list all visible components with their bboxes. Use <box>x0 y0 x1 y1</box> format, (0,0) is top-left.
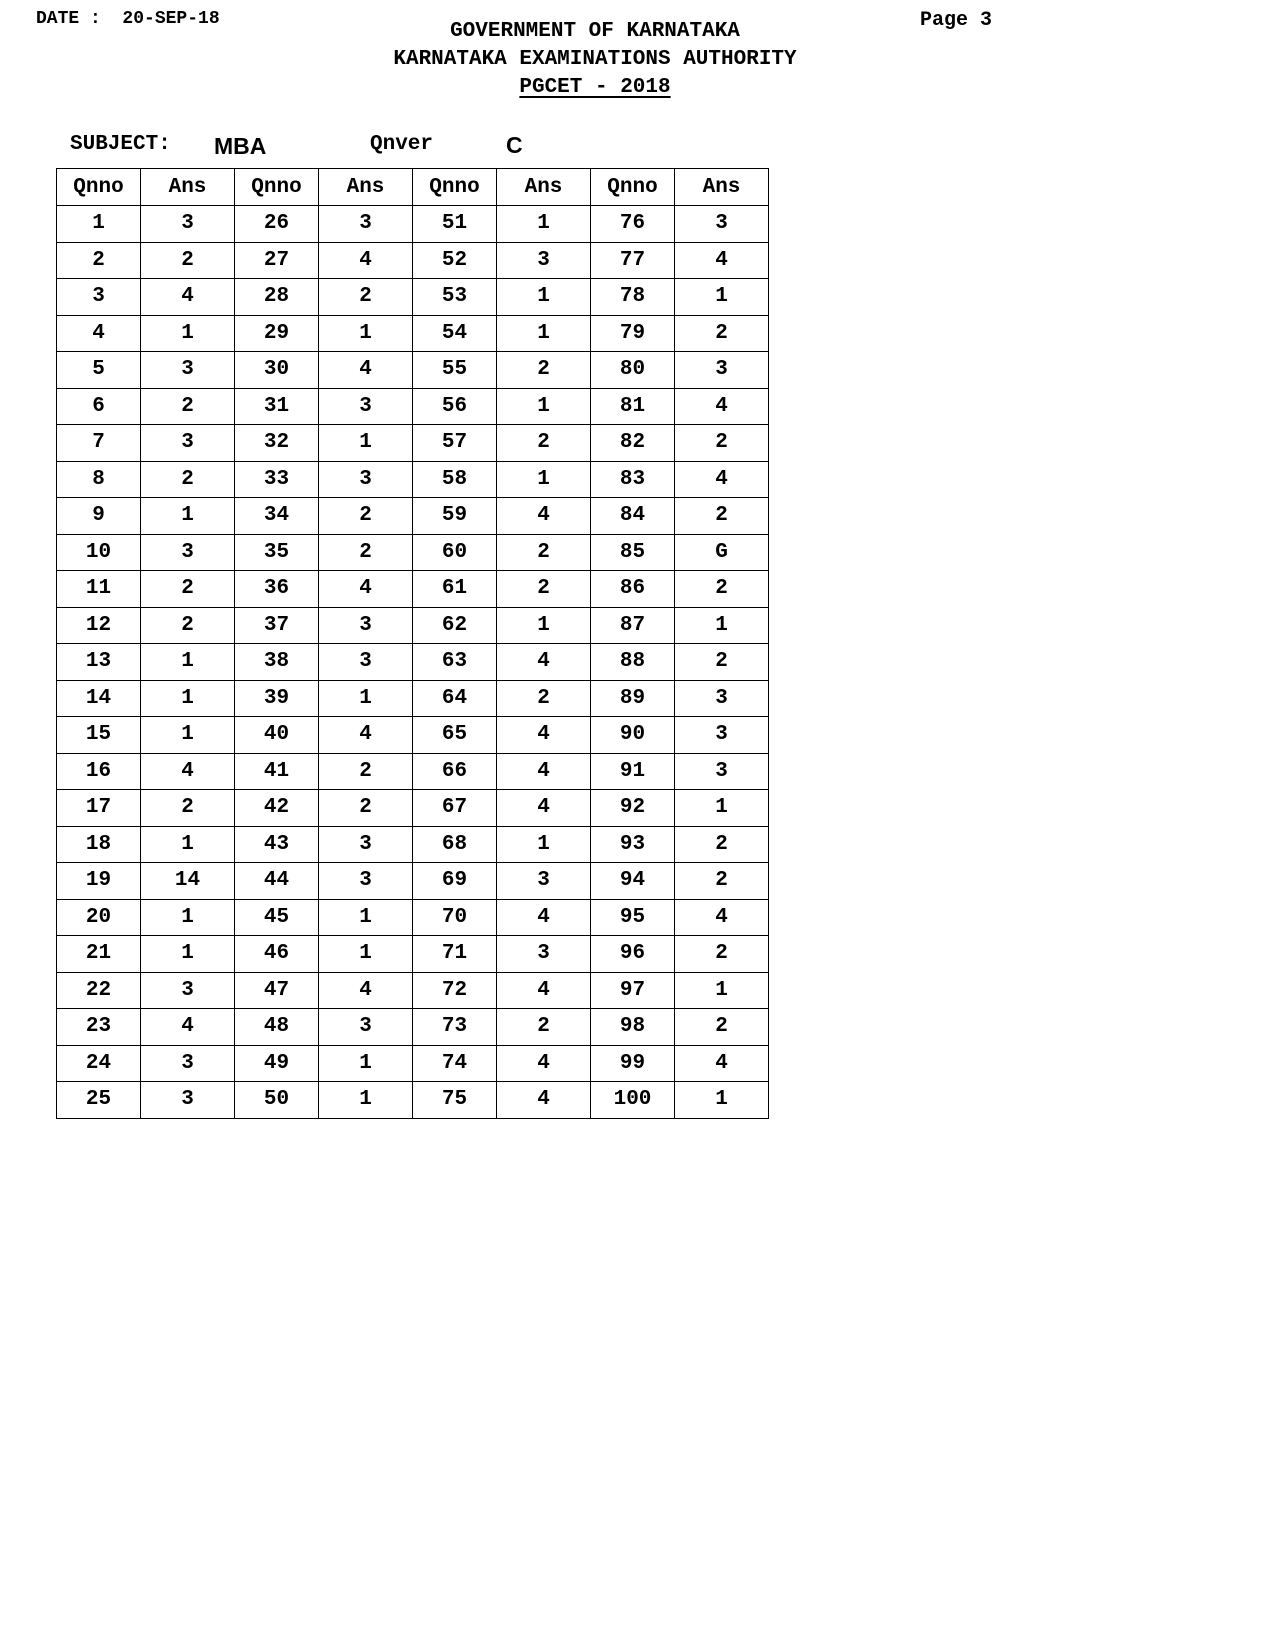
column-header-qnno: Qnno <box>591 169 675 206</box>
question-number-cell: 69 <box>413 863 497 900</box>
answer-cell: 2 <box>141 571 235 608</box>
answer-cell: G <box>675 534 769 571</box>
answer-cell: 1 <box>675 972 769 1009</box>
question-number-cell: 22 <box>57 972 141 1009</box>
answer-cell: 4 <box>497 790 591 827</box>
question-number-cell: 78 <box>591 279 675 316</box>
column-header-qnno: Qnno <box>235 169 319 206</box>
question-number-cell: 33 <box>235 461 319 498</box>
question-number-cell: 61 <box>413 571 497 608</box>
table-row <box>57 717 769 754</box>
date-label: DATE : <box>36 9 101 29</box>
question-number-cell: 60 <box>413 534 497 571</box>
question-number-cell: 46 <box>235 936 319 973</box>
answer-cell: 2 <box>319 279 413 316</box>
answer-cell: 2 <box>497 534 591 571</box>
answer-cell: 1 <box>141 644 235 681</box>
answer-cell: 4 <box>675 899 769 936</box>
table-row <box>57 790 769 827</box>
answer-cell: 4 <box>675 1045 769 1082</box>
answer-cell: 1 <box>497 279 591 316</box>
answer-cell: 1 <box>141 936 235 973</box>
question-number-cell: 1 <box>57 206 141 243</box>
answer-cell: 3 <box>675 680 769 717</box>
answer-cell: 3 <box>141 1045 235 1082</box>
table-row <box>57 1045 769 1082</box>
answer-cell: 3 <box>319 461 413 498</box>
question-number-cell: 51 <box>413 206 497 243</box>
question-number-cell: 58 <box>413 461 497 498</box>
answer-cell: 4 <box>675 461 769 498</box>
government-heading: GOVERNMENT OF KARNATAKA <box>450 20 740 43</box>
table-row <box>57 826 769 863</box>
answer-cell: 1 <box>319 899 413 936</box>
question-number-cell: 31 <box>235 388 319 425</box>
question-number-cell: 97 <box>591 972 675 1009</box>
answer-cell: 2 <box>497 352 591 389</box>
question-number-cell: 87 <box>591 607 675 644</box>
question-number-cell: 65 <box>413 717 497 754</box>
answer-cell: 4 <box>497 644 591 681</box>
answer-cell: 2 <box>141 607 235 644</box>
column-header-ans: Ans <box>675 169 769 206</box>
answer-cell: 3 <box>319 388 413 425</box>
question-number-cell: 12 <box>57 607 141 644</box>
question-number-cell: 35 <box>235 534 319 571</box>
question-number-cell: 2 <box>57 242 141 279</box>
question-number-cell: 45 <box>235 899 319 936</box>
answer-cell: 1 <box>675 279 769 316</box>
question-number-cell: 95 <box>591 899 675 936</box>
answer-cell: 2 <box>497 425 591 462</box>
question-number-cell: 79 <box>591 315 675 352</box>
exam-title: PGCET - 2018 <box>519 76 671 99</box>
question-number-cell: 64 <box>413 680 497 717</box>
question-number-cell: 10 <box>57 534 141 571</box>
column-header-qnno: Qnno <box>57 169 141 206</box>
answer-cell: 1 <box>319 315 413 352</box>
question-number-cell: 26 <box>235 206 319 243</box>
question-number-cell: 29 <box>235 315 319 352</box>
question-number-cell: 16 <box>57 753 141 790</box>
answer-cell: 3 <box>675 352 769 389</box>
answer-cell: 2 <box>497 1009 591 1046</box>
answer-cell: 4 <box>319 717 413 754</box>
answer-cell: 2 <box>675 498 769 535</box>
table-row <box>57 680 769 717</box>
table-row <box>57 753 769 790</box>
answer-cell: 1 <box>141 899 235 936</box>
answer-cell: 3 <box>319 863 413 900</box>
qnver-value: C <box>506 132 523 158</box>
question-number-cell: 23 <box>57 1009 141 1046</box>
table-row <box>57 644 769 681</box>
answer-cell: 3 <box>319 1009 413 1046</box>
answer-cell: 4 <box>141 279 235 316</box>
column-header-ans: Ans <box>141 169 235 206</box>
question-number-cell: 55 <box>413 352 497 389</box>
answer-cell: 4 <box>319 242 413 279</box>
page-number: Page 3 <box>920 9 993 32</box>
question-number-cell: 74 <box>413 1045 497 1082</box>
subject-value: MBA <box>214 133 267 159</box>
question-number-cell: 86 <box>591 571 675 608</box>
question-number-cell: 89 <box>591 680 675 717</box>
question-number-cell: 8 <box>57 461 141 498</box>
answer-cell: 1 <box>497 826 591 863</box>
table-row <box>57 461 769 498</box>
answer-cell: 3 <box>319 826 413 863</box>
question-number-cell: 56 <box>413 388 497 425</box>
answer-cell: 1 <box>141 717 235 754</box>
answer-cell: 1 <box>319 1082 413 1119</box>
question-number-cell: 30 <box>235 352 319 389</box>
question-number-cell: 94 <box>591 863 675 900</box>
answer-cell: 2 <box>497 680 591 717</box>
question-number-cell: 81 <box>591 388 675 425</box>
answer-cell: 1 <box>141 315 235 352</box>
answer-cell: 4 <box>319 972 413 1009</box>
answer-cell: 4 <box>141 753 235 790</box>
answer-cell: 1 <box>319 425 413 462</box>
answer-cell: 3 <box>319 206 413 243</box>
question-number-cell: 3 <box>57 279 141 316</box>
question-number-cell: 98 <box>591 1009 675 1046</box>
question-number-cell: 92 <box>591 790 675 827</box>
answer-cell: 2 <box>675 826 769 863</box>
answer-cell: 1 <box>319 936 413 973</box>
column-header-ans: Ans <box>497 169 591 206</box>
answer-cell: 3 <box>141 425 235 462</box>
question-number-cell: 53 <box>413 279 497 316</box>
question-number-cell: 21 <box>57 936 141 973</box>
answer-cell: 1 <box>497 461 591 498</box>
question-number-cell: 40 <box>235 717 319 754</box>
question-number-cell: 84 <box>591 498 675 535</box>
question-number-cell: 13 <box>57 644 141 681</box>
question-number-cell: 19 <box>57 863 141 900</box>
question-number-cell: 32 <box>235 425 319 462</box>
question-number-cell: 59 <box>413 498 497 535</box>
question-number-cell: 18 <box>57 826 141 863</box>
question-number-cell: 54 <box>413 315 497 352</box>
question-number-cell: 49 <box>235 1045 319 1082</box>
answer-cell: 2 <box>497 571 591 608</box>
answer-cell: 4 <box>319 352 413 389</box>
answer-cell: 3 <box>497 863 591 900</box>
question-number-cell: 76 <box>591 206 675 243</box>
question-number-cell: 20 <box>57 899 141 936</box>
question-number-cell: 71 <box>413 936 497 973</box>
question-number-cell: 11 <box>57 571 141 608</box>
question-number-cell: 85 <box>591 534 675 571</box>
qnver-label: Qnver <box>370 133 434 156</box>
answer-cell: 4 <box>675 388 769 425</box>
question-number-cell: 7 <box>57 425 141 462</box>
table-row <box>57 1009 769 1046</box>
answer-cell: 4 <box>497 972 591 1009</box>
date-line <box>36 9 220 29</box>
answer-cell: 3 <box>141 1082 235 1119</box>
answer-cell: 3 <box>319 607 413 644</box>
question-number-cell: 15 <box>57 717 141 754</box>
question-number-cell: 50 <box>235 1082 319 1119</box>
answer-cell: 1 <box>497 388 591 425</box>
answer-cell: 1 <box>141 498 235 535</box>
table-row <box>57 607 769 644</box>
question-number-cell: 72 <box>413 972 497 1009</box>
answer-cell: 2 <box>675 936 769 973</box>
answer-cell: 2 <box>675 1009 769 1046</box>
question-number-cell: 47 <box>235 972 319 1009</box>
question-number-cell: 82 <box>591 425 675 462</box>
question-number-cell: 28 <box>235 279 319 316</box>
question-number-cell: 42 <box>235 790 319 827</box>
column-header-qnno: Qnno <box>413 169 497 206</box>
table-row <box>57 571 769 608</box>
answer-cell: 2 <box>675 863 769 900</box>
table-body <box>57 206 769 1119</box>
question-number-cell: 57 <box>413 425 497 462</box>
answer-key-table <box>56 168 769 1119</box>
question-number-cell: 88 <box>591 644 675 681</box>
question-number-cell: 67 <box>413 790 497 827</box>
answer-cell: 2 <box>675 571 769 608</box>
question-number-cell: 9 <box>57 498 141 535</box>
question-number-cell: 99 <box>591 1045 675 1082</box>
answer-cell: 1 <box>675 790 769 827</box>
answer-cell: 4 <box>319 571 413 608</box>
answer-cell: 4 <box>497 1045 591 1082</box>
question-number-cell: 83 <box>591 461 675 498</box>
question-number-cell: 39 <box>235 680 319 717</box>
answer-cell: 4 <box>497 1082 591 1119</box>
answer-cell: 3 <box>675 753 769 790</box>
answer-cell: 2 <box>319 534 413 571</box>
answer-cell: 3 <box>675 206 769 243</box>
question-number-cell: 5 <box>57 352 141 389</box>
answer-cell: 4 <box>497 899 591 936</box>
question-number-cell: 48 <box>235 1009 319 1046</box>
question-number-cell: 24 <box>57 1045 141 1082</box>
answer-cell: 2 <box>141 388 235 425</box>
table-header-row <box>57 169 769 206</box>
answer-cell: 1 <box>141 826 235 863</box>
answer-cell: 2 <box>675 644 769 681</box>
table-row <box>57 279 769 316</box>
table-row <box>57 242 769 279</box>
answer-cell: 14 <box>141 863 235 900</box>
answer-cell: 1 <box>675 1082 769 1119</box>
answer-cell: 2 <box>675 315 769 352</box>
answer-cell: 1 <box>319 1045 413 1082</box>
table-row <box>57 315 769 352</box>
table-row <box>57 425 769 462</box>
question-number-cell: 34 <box>235 498 319 535</box>
question-number-cell: 75 <box>413 1082 497 1119</box>
question-number-cell: 100 <box>591 1082 675 1119</box>
question-number-cell: 41 <box>235 753 319 790</box>
table-row <box>57 388 769 425</box>
question-number-cell: 91 <box>591 753 675 790</box>
table-row <box>57 534 769 571</box>
answer-cell: 3 <box>141 352 235 389</box>
question-number-cell: 63 <box>413 644 497 681</box>
answer-cell: 3 <box>497 936 591 973</box>
answer-cell: 1 <box>497 206 591 243</box>
answer-cell: 1 <box>497 315 591 352</box>
answer-cell: 4 <box>141 1009 235 1046</box>
answer-cell: 2 <box>319 498 413 535</box>
question-number-cell: 6 <box>57 388 141 425</box>
answer-cell: 3 <box>675 717 769 754</box>
column-header-ans: Ans <box>319 169 413 206</box>
question-number-cell: 96 <box>591 936 675 973</box>
question-number-cell: 43 <box>235 826 319 863</box>
table-row <box>57 936 769 973</box>
answer-cell: 1 <box>497 607 591 644</box>
question-number-cell: 27 <box>235 242 319 279</box>
question-number-cell: 14 <box>57 680 141 717</box>
table-row <box>57 352 769 389</box>
answer-cell: 3 <box>141 206 235 243</box>
answer-cell: 4 <box>497 717 591 754</box>
question-number-cell: 37 <box>235 607 319 644</box>
answer-cell: 1 <box>141 680 235 717</box>
answer-cell: 4 <box>675 242 769 279</box>
table-row <box>57 498 769 535</box>
answer-cell: 1 <box>319 680 413 717</box>
question-number-cell: 44 <box>235 863 319 900</box>
question-number-cell: 4 <box>57 315 141 352</box>
exam-heading <box>300 76 890 99</box>
question-number-cell: 38 <box>235 644 319 681</box>
table-row <box>57 863 769 900</box>
answer-cell: 3 <box>141 972 235 1009</box>
question-number-cell: 36 <box>235 571 319 608</box>
table-row <box>57 899 769 936</box>
question-number-cell: 70 <box>413 899 497 936</box>
answer-cell: 4 <box>497 753 591 790</box>
question-number-cell: 62 <box>413 607 497 644</box>
question-number-cell: 93 <box>591 826 675 863</box>
question-number-cell: 66 <box>413 753 497 790</box>
table-row <box>57 972 769 1009</box>
answer-cell: 3 <box>319 644 413 681</box>
answer-cell: 2 <box>141 461 235 498</box>
question-number-cell: 90 <box>591 717 675 754</box>
question-number-cell: 73 <box>413 1009 497 1046</box>
answer-cell: 2 <box>319 790 413 827</box>
authority-heading: KARNATAKA EXAMINATIONS AUTHORITY <box>393 48 797 71</box>
question-number-cell: 77 <box>591 242 675 279</box>
answer-cell: 2 <box>141 790 235 827</box>
answer-cell: 4 <box>497 498 591 535</box>
subject-label: SUBJECT: <box>70 133 171 156</box>
answer-cell: 2 <box>319 753 413 790</box>
question-number-cell: 52 <box>413 242 497 279</box>
question-number-cell: 68 <box>413 826 497 863</box>
question-number-cell: 17 <box>57 790 141 827</box>
question-number-cell: 25 <box>57 1082 141 1119</box>
question-number-cell: 80 <box>591 352 675 389</box>
answer-cell: 3 <box>141 534 235 571</box>
answer-cell: 2 <box>675 425 769 462</box>
answer-cell: 2 <box>141 242 235 279</box>
date-value: 20-SEP-18 <box>122 9 220 29</box>
answer-cell: 3 <box>497 242 591 279</box>
table-row <box>57 1082 769 1119</box>
table-row <box>57 206 769 243</box>
answer-cell: 1 <box>675 607 769 644</box>
